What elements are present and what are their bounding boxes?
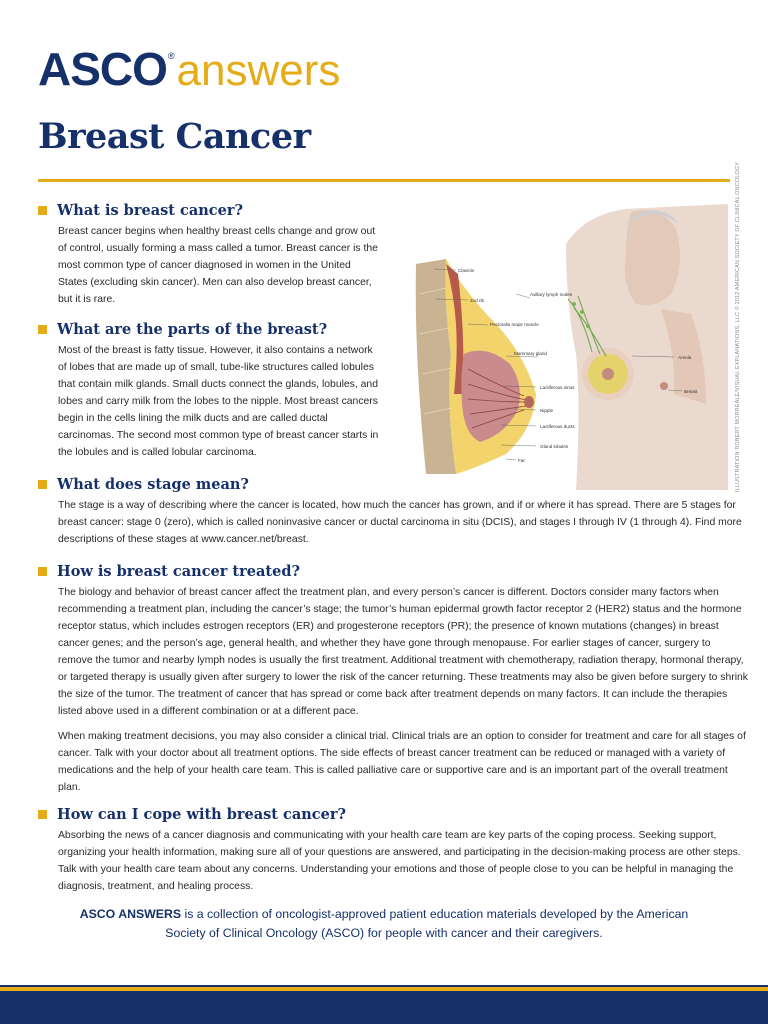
breast-anatomy-illustration xyxy=(406,204,728,490)
section-heading xyxy=(38,563,748,580)
logo-answers-text: answers xyxy=(176,46,341,95)
label-breast: Breast xyxy=(684,389,698,394)
section-body: Most of the breast is fatty tissue. However, it also contains a network of lobes that are made up of small, tube-like structures called lobules that contain milk glands. Small ducts connect the glands, lobules, and lobes and carry milk from the lobes to the nipple. Most breast cancers begin in the cells lining the milk ducts and are called ductal carcinomas. The second most common type of breast cancer starts in the lobules and is called lobular carcinoma. xyxy=(58,345,379,458)
label-fat: Fat xyxy=(518,458,525,463)
section-heading xyxy=(38,806,748,823)
credit-text: ILLUSTRATION ROBERT MORREALE/VISUAL EXPLANATIONS, LLC © 2012 AMERICAN SOCIETY OF CLINICAL ONCOLOGY xyxy=(735,161,741,492)
section-treatment xyxy=(38,563,748,796)
section-parts xyxy=(38,321,380,461)
square-bullet-icon xyxy=(38,325,47,334)
section-body: The stage is a way of describing where the cancer is located, how much the cancer has grown, and if or where it has spread. There are 5 stages for breast cancer: stage 0 (zero), which is called noninvasive cancer or ductal carcinoma in situ (DCIS), and stages I through IV (1 through 4). Find more descriptions of these stages at www.cancer.net/breast. xyxy=(58,500,742,545)
label-gland-lobules: Gland lobules xyxy=(540,444,569,449)
question-text: What are the parts of the breast? xyxy=(57,321,328,338)
label-pectoralis: Pectoralis major muscle xyxy=(490,322,539,327)
square-bullet-icon xyxy=(38,567,47,576)
question-text: What is breast cancer? xyxy=(57,202,243,219)
footer-text: is a collection of oncologist-approved patient education materials developed by the American Society of Clinical Oncology (ASCO) for people with cancer and their caregivers. xyxy=(165,907,689,940)
section-what-is xyxy=(38,202,380,308)
square-bullet-icon xyxy=(38,810,47,819)
label-clavicle: Clavicle xyxy=(458,268,475,273)
logo-registered-mark: ® xyxy=(167,51,175,61)
section-body: Absorbing the news of a cancer diagnosis and communicating with your health care team are key parts of the coping process. Seeking support, organizing your health information, making sure all of your questions are answered, and participating in the decision-making process are other steps. Talk with your health care team about any concerns. Understanding your emotions and those of people close to you can be helpful in managing the diagnosis, treatment, and healing process. xyxy=(58,830,741,892)
label-areola: Areola xyxy=(678,355,692,360)
section-heading xyxy=(38,202,380,219)
question-text: How can I cope with breast cancer? xyxy=(57,806,347,823)
footer-brand: ASCO ANSWERS xyxy=(79,907,182,921)
asco-answers-logo xyxy=(38,42,340,102)
section-heading xyxy=(38,321,380,338)
label-nipple: Nipple xyxy=(540,408,554,413)
label-mammary-gland: Mammary gland xyxy=(514,351,547,356)
question-text: What does stage mean? xyxy=(57,476,249,493)
question-text: How is breast cancer treated? xyxy=(57,563,300,580)
footer-note xyxy=(60,905,708,943)
figure-illustration xyxy=(566,204,728,490)
label-lactiferous-ducts: Lactiferous ducts xyxy=(540,424,575,429)
section-body: When making treatment decisions, you may also consider a clinical trial. Clinical trials are an option to consider for treatment and care for all stages of cancer. Talk with your doctor about all treatment options. The side effects of breast cancer treatment can be reduced or managed with a variety of medications and the help of your health care team. This is called palliative care or supportive care and is an important part of the overall treatment plan. xyxy=(58,731,746,793)
section-body: The biology and behavior of breast cancer affect the treatment plan, and every person’s cancer is different. Doctors consider many factors when recommending a treatment plan, including the cancer’s stage; the tumor’s human epidermal growth factor receptor 2 (HER2) status and the hormone receptor status, which includes estrogen receptors (ER) and progesterone receptors (PR); the presence of known mutations (changes) in breast cancer genes; and the person’s age, general health, and whether they have gone through menopause. For earlier stages of cancer, surgery to remove the tumor and nearby lymph nodes is usually the first treatment. Additional treatment with chemotherapy, radiation therapy, hormonal therapy, or targeted therapy is usually given after surgery to lower the risk of the cancer returning. These treatments may also be given before surgery to shrink the size of the tumor. The treatment of cancer that has spread or come back after treatment depends on many factors. It can include the therapies listed above used in a different combination or at a different pace. xyxy=(58,587,748,717)
page-title: Breast Cancer xyxy=(38,116,311,157)
logo-asco-text: ASCO xyxy=(38,43,167,95)
section-cope xyxy=(38,806,748,895)
title-divider xyxy=(38,179,730,182)
label-2nd-rib: 2nd rib xyxy=(470,298,485,303)
cross-section-diagram xyxy=(416,259,536,474)
illustration-credit xyxy=(725,161,741,492)
label-lactiferous-sinus: Lactiferous sinus xyxy=(540,385,575,390)
section-body: Breast cancer begins when healthy breast cells change and grow out of control, usually forming a mass called a tumor. Breast cancer is the most common type of cancer diagnosed in women in the United States (excluding skin cancer). Men can also develop breast cancer, but it is rare. xyxy=(58,226,378,305)
label-axillary-nodes: Axillary lymph nodes xyxy=(530,292,573,297)
square-bullet-icon xyxy=(38,480,47,489)
footer-band xyxy=(0,991,768,1024)
square-bullet-icon xyxy=(38,206,47,215)
